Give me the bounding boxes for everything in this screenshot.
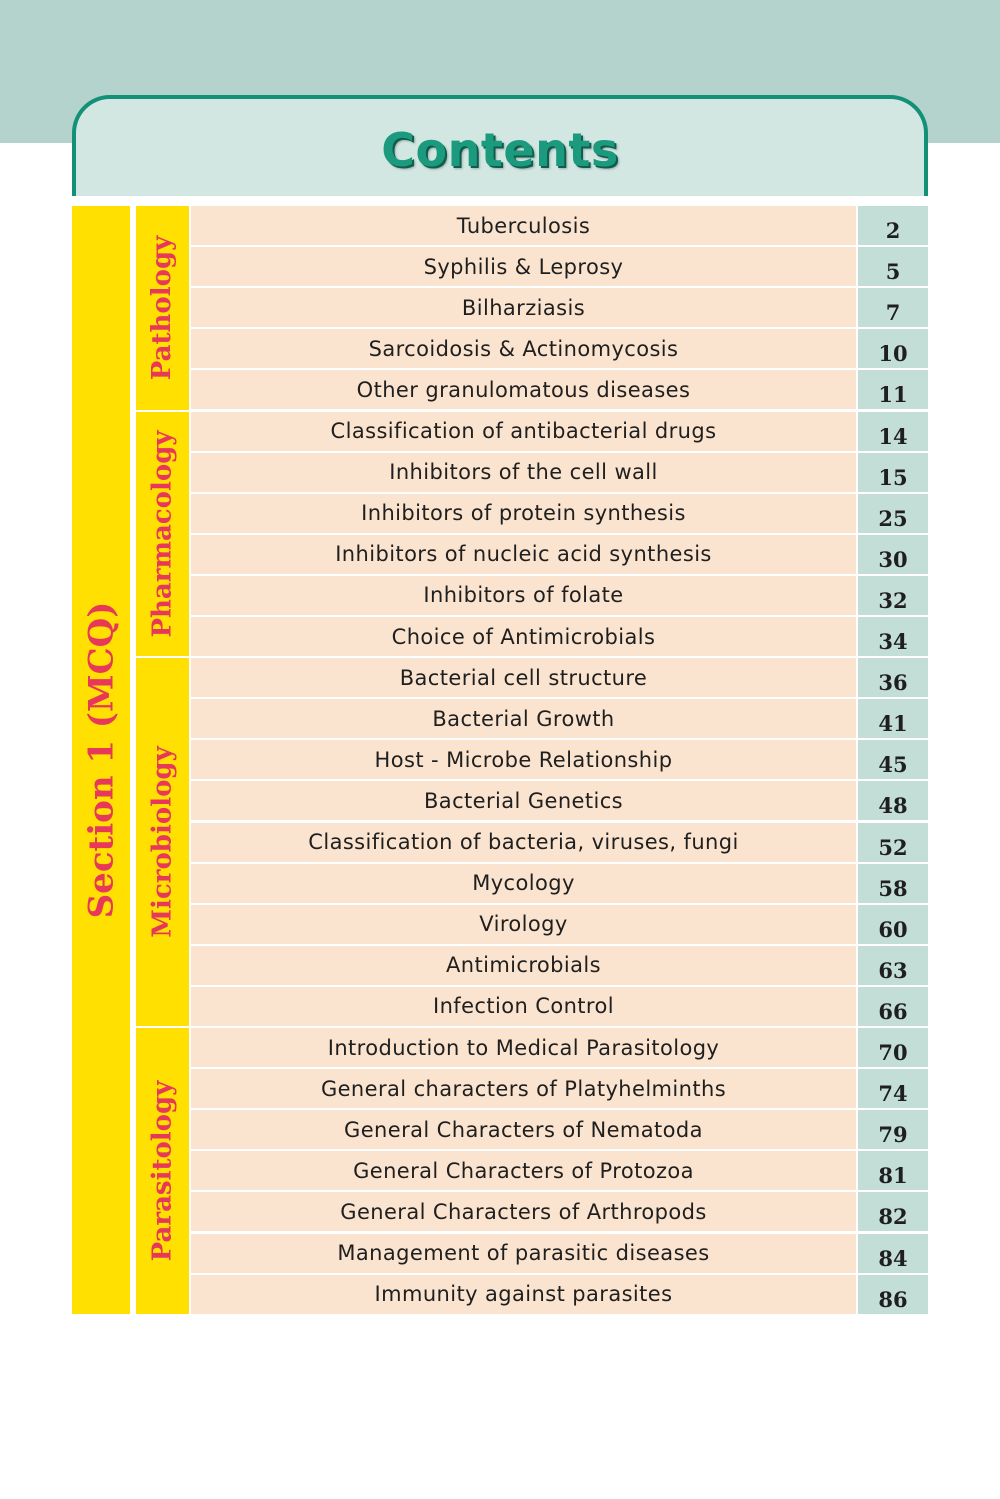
toc-row[interactable] — [191, 288, 928, 327]
toc-entry-title: Immunity against parasites — [191, 1275, 856, 1314]
toc-entry-page: 15 — [858, 453, 928, 492]
toc-row[interactable] — [191, 946, 928, 985]
toc-entry-title: General Characters of Nematoda — [191, 1110, 856, 1149]
section-strip — [72, 206, 130, 1314]
toc-entry-page: 7 — [858, 288, 928, 327]
toc-entry-page: 45 — [858, 740, 928, 779]
toc-row[interactable] — [191, 412, 928, 451]
toc-entry-page: 41 — [858, 699, 928, 738]
toc-entry-title: General Characters of Protozoa — [191, 1151, 856, 1190]
toc-entry-title: Syphilis & Leprosy — [191, 247, 856, 286]
section-label: Section 1 (MCQ) — [81, 601, 122, 919]
toc-row[interactable] — [191, 987, 928, 1026]
toc-row[interactable] — [191, 617, 928, 656]
toc-row[interactable] — [191, 658, 928, 697]
toc-row[interactable] — [191, 247, 928, 286]
toc-row[interactable] — [191, 1234, 928, 1273]
toc-row[interactable] — [191, 494, 928, 533]
toc-entry-title: Other granulomatous diseases — [191, 370, 856, 409]
toc-entry-title: Virology — [191, 905, 856, 944]
toc-entry-page: 81 — [858, 1151, 928, 1190]
toc-entry-page: 58 — [858, 864, 928, 903]
toc-entry-page: 52 — [858, 823, 928, 862]
toc-row[interactable] — [191, 1192, 928, 1231]
toc-entry-title: Classification of antibacterial drugs — [191, 412, 856, 451]
toc-entry-page: 11 — [858, 370, 928, 409]
toc-entry-page: 60 — [858, 905, 928, 944]
toc-entry-title: Introduction to Medical Parasitology — [191, 1028, 856, 1067]
toc-entry-title: Management of parasitic diseases — [191, 1234, 856, 1273]
toc-entry-title: General Characters of Arthropods — [191, 1192, 856, 1231]
toc-row[interactable] — [191, 781, 928, 820]
toc-row[interactable] — [191, 699, 928, 738]
toc-row[interactable] — [191, 329, 928, 368]
subject-parasitology — [136, 1028, 189, 1314]
toc-row[interactable] — [191, 576, 928, 615]
toc-entry-title: Antimicrobials — [191, 946, 856, 985]
subject-pathology — [136, 206, 189, 410]
subject-microbiology — [136, 658, 189, 1026]
subject-label: Pathology — [147, 235, 178, 380]
toc-entry-page: 10 — [858, 329, 928, 368]
toc-entry-page: 2 — [858, 206, 928, 245]
toc-entry-title: Inhibitors of protein synthesis — [191, 494, 856, 533]
subject-label: Microbiology — [147, 746, 178, 938]
toc-row[interactable] — [191, 535, 928, 574]
toc-entry-title: Bacterial cell structure — [191, 658, 856, 697]
toc-entry-page: 48 — [858, 781, 928, 820]
toc-row[interactable] — [191, 1151, 928, 1190]
toc-row[interactable] — [191, 1275, 928, 1314]
toc-entry-page: 66 — [858, 987, 928, 1026]
toc-row[interactable] — [191, 864, 928, 903]
toc-entry-page: 82 — [858, 1192, 928, 1231]
toc-entry-page: 34 — [858, 617, 928, 656]
toc-entry-title: Infection Control — [191, 987, 856, 1026]
subject-pharmacology — [136, 412, 189, 657]
toc-entry-page: 74 — [858, 1069, 928, 1108]
toc-entry-title: Bacterial Genetics — [191, 781, 856, 820]
toc-entry-page: 36 — [858, 658, 928, 697]
toc-entry-page: 79 — [858, 1110, 928, 1149]
toc-entry-page: 86 — [858, 1275, 928, 1314]
toc-entry-title: Sarcoidosis & Actinomycosis — [191, 329, 856, 368]
toc-entry-title: Tuberculosis — [191, 206, 856, 245]
toc-entry-page: 5 — [858, 247, 928, 286]
toc-row[interactable] — [191, 1110, 928, 1149]
toc-entry-title: Choice of Antimicrobials — [191, 617, 856, 656]
toc-entry-page: 84 — [858, 1234, 928, 1273]
toc-row[interactable] — [191, 823, 928, 862]
toc-entry-page: 25 — [858, 494, 928, 533]
toc-entry-title: Host - Microbe Relationship — [191, 740, 856, 779]
toc-entry-page: 70 — [858, 1028, 928, 1067]
toc-entry-page: 32 — [858, 576, 928, 615]
toc-entry-title: Inhibitors of folate — [191, 576, 856, 615]
toc-row[interactable] — [191, 1028, 928, 1067]
toc-row[interactable] — [191, 206, 928, 245]
toc-row[interactable] — [191, 453, 928, 492]
toc-row[interactable] — [191, 905, 928, 944]
toc-entry-title: Inhibitors of nucleic acid synthesis — [191, 535, 856, 574]
toc-entry-page: 63 — [858, 946, 928, 985]
toc-entry-title: Bacterial Growth — [191, 699, 856, 738]
toc-entry-page: 14 — [858, 412, 928, 451]
subject-label: Parasitology — [147, 1080, 178, 1262]
toc-row[interactable] — [191, 370, 928, 409]
toc-entry-title: Bilharziasis — [191, 288, 856, 327]
toc-entry-title: General characters of Platyhelminths — [191, 1069, 856, 1108]
toc-row[interactable] — [191, 740, 928, 779]
page-title: Contents — [381, 122, 619, 177]
toc-entry-title: Mycology — [191, 864, 856, 903]
subject-label: Pharmacology — [147, 430, 178, 638]
toc-entry-title: Classification of bacteria, viruses, fungi — [191, 823, 856, 862]
toc-row[interactable] — [191, 1069, 928, 1108]
toc-entry-title: Inhibitors of the cell wall — [191, 453, 856, 492]
toc-entry-page: 30 — [858, 535, 928, 574]
contents-header — [72, 95, 928, 196]
